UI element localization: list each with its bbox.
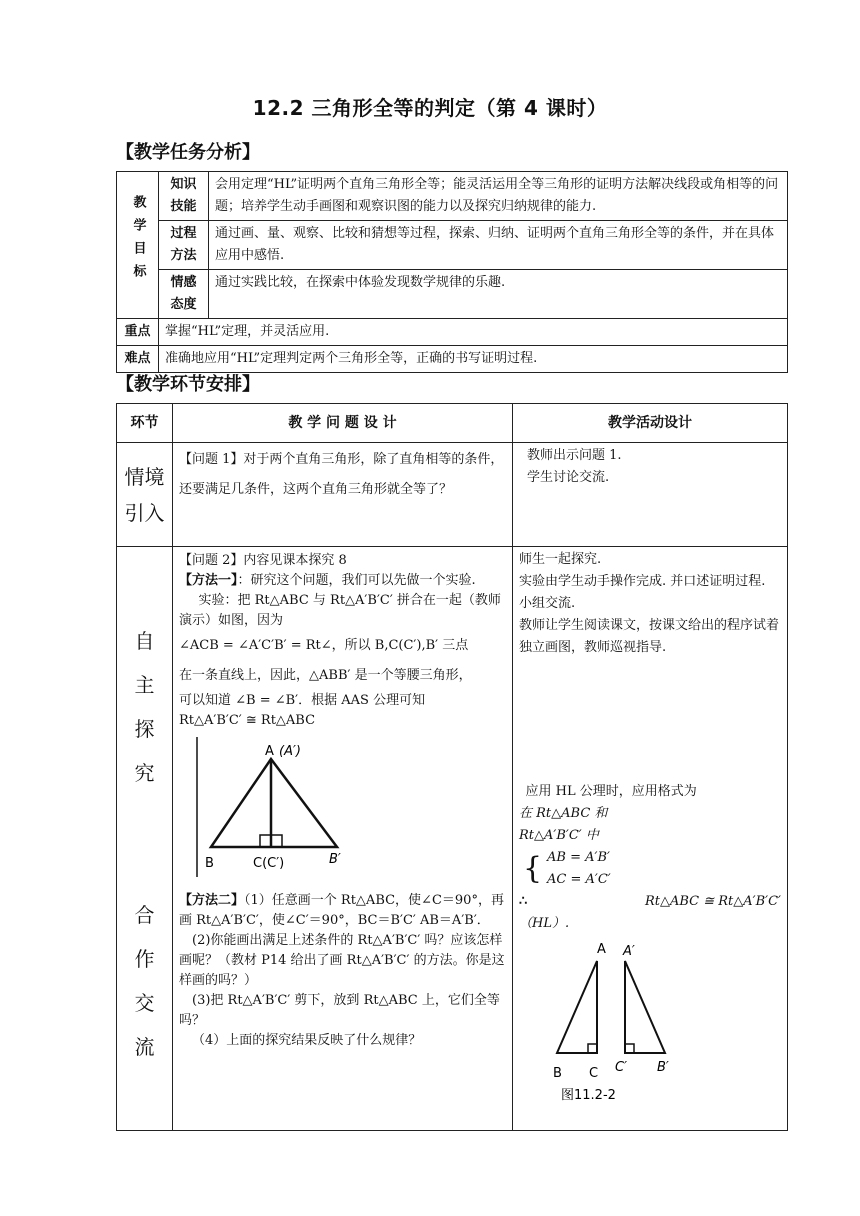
difficulty-content: 准确地应用“HL”定理判定两个三角形全等，正确的书写证明过程.	[159, 346, 788, 373]
difficulty-label: 难点	[117, 346, 159, 373]
label-b-prime: B′	[329, 852, 341, 867]
row-label-process: 过程 方法	[159, 221, 209, 270]
label-a: A	[265, 744, 274, 759]
label-a-prime: (A′)	[279, 744, 301, 759]
label-c: C	[589, 1066, 599, 1081]
row-label-knowledge: 知识 技能	[159, 172, 209, 221]
stage-explore-activity: 师生一起探究. 实验由学生动手操作完成. 并口述证明过程. 小组交流. 教师让学生阅读课文，按课文给出的程序试着独立画图，教师巡视指导. 应用 HL 公理时，应用格式为 在 Rt△ABC 和 Rt△A′B′C′ 中 { AB = A′B′ AC = A′C′ ∴ Rt△ABC ≅ Rt△A′B′C′ （HL）. A A′ B C C′ B′ 图11.2-2	[513, 547, 788, 1131]
brace-icon: {	[523, 851, 543, 886]
schedule-table	[116, 403, 788, 1131]
header-activity: 教学活动设计	[513, 404, 788, 443]
goal-label: 教学目标	[117, 172, 159, 319]
triangle-abb	[211, 759, 337, 847]
row-label-attitude: 情感 态度	[159, 270, 209, 319]
row-content-process: 通过画、量、观察、比较和猜想等过程，探索、归纳、证明两个直角三角形全等的条件，并在具体应用中感悟.	[209, 221, 788, 270]
label-b-prime: B′	[657, 1060, 669, 1075]
label-b: B	[205, 856, 214, 871]
figure-two-right-triangles	[553, 942, 717, 1123]
section-heading-analysis: 【教学任务分析】	[116, 142, 260, 163]
stage-explore-label: 自 主 探 究 合 作 交 流	[117, 547, 173, 1131]
stage-intro-label: 情境 引入	[117, 443, 173, 547]
header-problem: 教 学 问 题 设 计	[173, 404, 513, 443]
row-content-attitude: 通过实践比较，在探索中体验发现数学规律的乐趣.	[209, 270, 788, 319]
figure-caption: 图11.2-2	[561, 1088, 616, 1103]
right-angle-mark-c-prime	[625, 1044, 634, 1053]
header-stage: 环节	[117, 404, 173, 443]
key-label: 重点	[117, 319, 159, 346]
label-a-prime: A′	[623, 944, 635, 959]
label-a: A	[597, 942, 606, 957]
row-content-knowledge: 会用定理“HL”证明两个直角三角形全等；能灵活运用全等三角形的证明方法解决线段或角相等的问题；培养学生动手画图和观察识图的能力以及探究归纳规律的能力.	[209, 172, 788, 221]
stage-intro-activity: 教师出示问题 1. 学生讨论交流.	[513, 443, 788, 547]
section-heading-schedule: 【教学环节安排】	[116, 374, 260, 395]
stage-explore-problem: 【问题 2】内容见课本探究 8 【方法一】：研究这个问题，我们可以先做一个实验. 实验：把 Rt△ABC 与 Rt△A′B′C′ 拼合在一起（教师演示）如图，因为 ∠ACB = ∠A′C′B′ = Rt∠，所以 B,C(C′),B′ 三点 在一条直线上，因此，△ABB′ 是一个等腰三角形， 可以知道 ∠B = ∠B′．根据 AAS 公理可知 Rt△A′B′C′ ≅ Rt△ABC A (A′) B C(C′) B′ 【方法二】（1）任意画一个 Rt△ABC，使∠C＝90°，再画 Rt△A′B′C′，使∠C′＝90°，BC＝B′C′ AB＝A′B′． (2)你能画出满足上述条件的 Rt△A′B′C′ 吗？应该怎样画呢？（教材 P14 给出了画 Rt△A′B′C′ 的方法。你是这样画的吗？） (3)把 Rt△A′B′C′ 剪下，放到 Rt△ABC 上，它们全等吗？ （4）上面的探究结果反映了什么规律？	[173, 547, 513, 1131]
right-angle-mark-c	[588, 1044, 597, 1053]
analysis-table	[116, 171, 788, 373]
label-c: C(C′)	[253, 856, 285, 871]
key-content: 掌握“HL”定理，并灵活应用.	[159, 319, 788, 346]
triangle-abc-prime	[625, 961, 665, 1053]
page-title: 12.2 三角形全等的判定（第 4 课时）	[252, 96, 608, 120]
label-c-prime: C′	[615, 1060, 628, 1075]
triangle-abc	[557, 961, 597, 1053]
figure-isosceles-triangle	[191, 737, 351, 887]
stage-intro-problem: 【问题 1】对于两个直角三角形，除了直角相等的条件，还要满足几条件，这两个直角三角形就全等了？	[173, 443, 513, 547]
label-b: B	[553, 1066, 562, 1081]
